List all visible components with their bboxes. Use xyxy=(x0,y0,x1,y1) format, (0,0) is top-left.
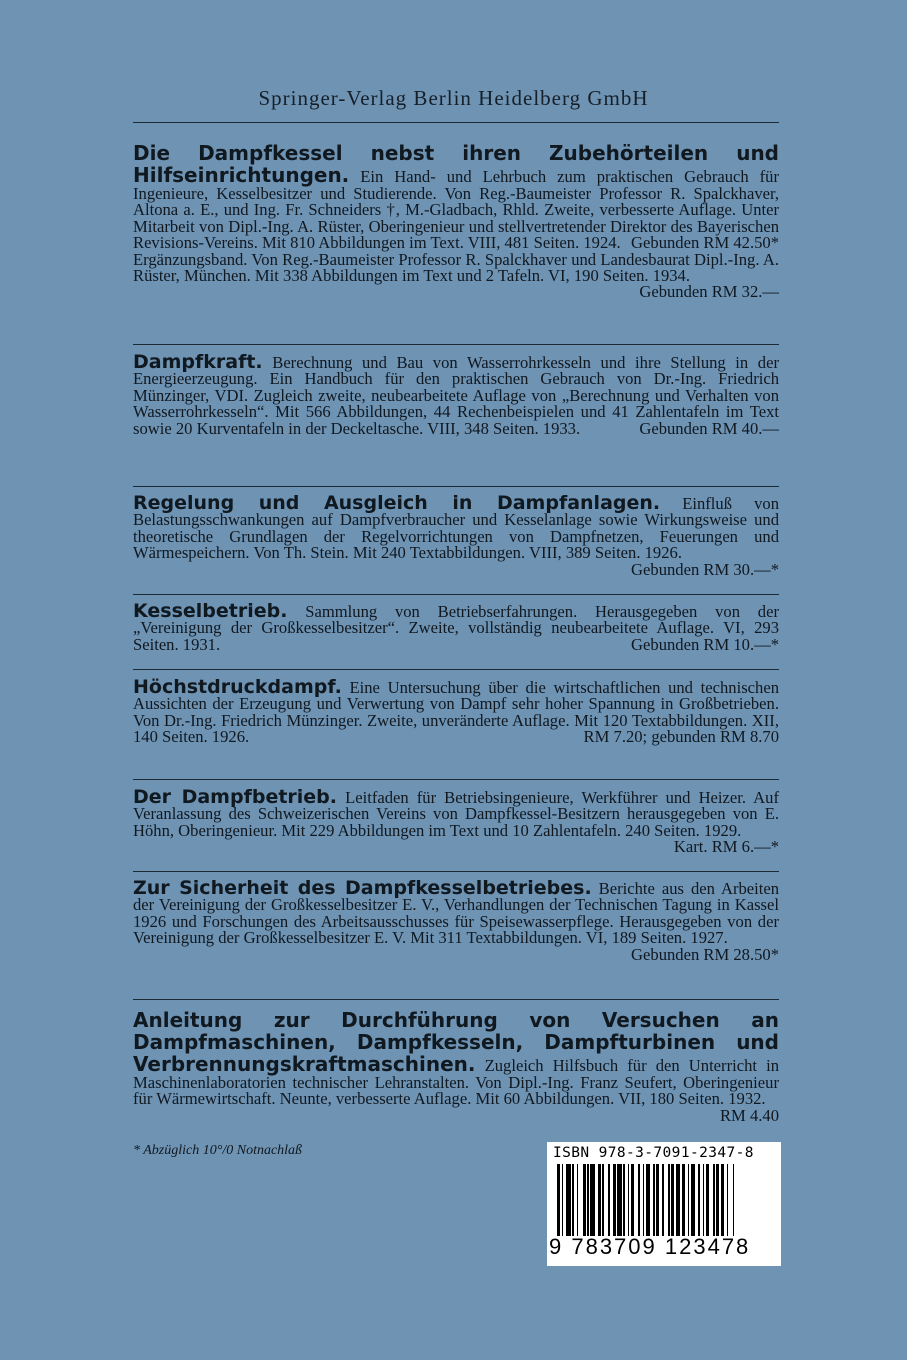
book-title: Regelung und Ausgleich in Dampfanlagen. xyxy=(133,492,661,514)
barcode-bar xyxy=(577,1164,579,1236)
book-entry-dampfbetrieb xyxy=(133,786,779,857)
barcode-bar xyxy=(631,1164,634,1236)
barcode-bar xyxy=(643,1164,645,1236)
book-entry-kesselbetrieb xyxy=(133,600,779,654)
barcode-bar xyxy=(698,1164,700,1236)
book-title: Die Dampfkessel nebst ihren Zubehörteilen und Hilfseinrichtungen. xyxy=(133,141,779,187)
book-description: Einfluß von Belastungsschwankungen auf Dampfverbraucher und Kesselanlage sowie Wirkungsweise und theoretische Grundlagen der Regelvorrichtungen von Dampfnetzen, Feuerungen und Wärmespeichern. Von Th. Stein. Mit 240 Textabbildungen. VIII, 389 Seiten. 1926. xyxy=(133,494,779,563)
barcode-bar xyxy=(583,1164,586,1236)
book-description: Sammlung von Betriebserfahrungen. Herausgegeben von der „Vereinigung der Großkesselbesitzer“. Zweite, vollständig neubearbeitete Auflage. VI, 293 Seiten. 1931. xyxy=(133,602,779,654)
barcode-bar xyxy=(613,1164,616,1236)
barcode-bar xyxy=(662,1164,664,1236)
barcode-bar xyxy=(721,1164,724,1236)
isbn-label: ISBN 978-3-7091-2347-8 xyxy=(553,1145,754,1161)
footnote: * Abzüglich 10°/0 Notnachlaß xyxy=(133,1143,303,1158)
divider xyxy=(133,871,779,872)
barcode-bar xyxy=(703,1164,705,1236)
book-description: Leitfaden für Betriebsingenieure, Werkführer und Heizer. Auf Veranlassung des Schweizerischen Vereins von Dampfkessel-Besitzern herausgegeben von E. Höhn, Oberingenieur. Mit 229 Abbildungen im Text und 10 Zahlentafeln. 240 Seiten. 1929. xyxy=(133,788,779,840)
book-entry-dampfkraft xyxy=(133,351,779,438)
barcode-bar xyxy=(602,1164,604,1236)
barcode-bar xyxy=(572,1164,574,1236)
barcode-bar xyxy=(668,1164,670,1236)
book-price: Gebunden RM 30.—* xyxy=(631,559,779,579)
barcode-bar xyxy=(713,1164,715,1236)
book-price: Gebunden RM 10.—* xyxy=(631,634,779,654)
book-title: Dampfkraft. xyxy=(133,351,263,373)
isbn-barcode-box xyxy=(547,1142,781,1266)
barcode-bar xyxy=(691,1164,696,1236)
book-entry-anleitung xyxy=(133,1009,779,1124)
book-title: Der Dampfbetrieb. xyxy=(133,786,337,808)
book-entry-hoechstdruckdampf xyxy=(133,676,779,747)
book-description: Berechnung und Bau von Wasserrohrkesseln und ihre Stellung in der Energieerzeugung. Ein Handbuch für den praktischen Gebrauch von Dr.-Ing. Friedrich Münzinger, VDI. Zugleich zweite, neubearbeitete Auflage von „Berechnung und Verhalten von Wasserrohrkesseln“. Mit 566 Abbildungen, 44 Rechenbeispielen und 41 Zahlentafeln im Text sowie 20 Kurventafeln in der Deckeltasche. VIII, 348 Seiten. 1933. xyxy=(133,353,779,438)
book-price: Gebunden RM 28.50* xyxy=(631,944,779,964)
barcode-bar xyxy=(566,1164,571,1236)
barcode-bar xyxy=(733,1164,735,1236)
book-price: Gebunden RM 32.— xyxy=(639,282,779,302)
divider xyxy=(133,779,779,780)
book-description: Zugleich Hilfsbuch für den Unterricht in Maschinenlaboratorien technischer Lehranstalten. Von Dipl.-Ing. Franz Seufert, Oberingenieur für Wärmewirtschaft. Neunte, verbesserte Auflage. Mit 60 Abbildungen. VII, 180 Seiten. 1932. xyxy=(133,1056,779,1109)
divider xyxy=(133,999,779,1000)
barcode-bar xyxy=(617,1164,622,1236)
book-title: Zur Sicherheit des Dampfkesselbetriebes. xyxy=(133,877,592,899)
barcode-bar xyxy=(598,1164,601,1236)
book-entry-regelung xyxy=(133,492,779,579)
book-title: Kesselbetrieb. xyxy=(133,600,288,622)
barcode-bar xyxy=(587,1164,589,1236)
barcode-bar xyxy=(638,1164,640,1236)
barcode-bar xyxy=(646,1164,651,1236)
barcode-bar xyxy=(682,1164,685,1236)
divider xyxy=(133,486,779,487)
divider xyxy=(133,344,779,345)
book-price: Kart. RM 6.—* xyxy=(673,837,779,857)
book-description: Eine Untersuchung über die wirtschaftlichen und technischen Aussichten der Erzeugung und Verwertung von Dampf sehr hoher Spannung in Großbetrieben. Von Dr.-Ing. Friedrich Münzinger. Zweite, unveränderte Auflage. Mit 120 Textabbildungen. XII, 140 Seiten. 1926. xyxy=(133,678,779,747)
barcode-bar xyxy=(716,1164,719,1236)
book-description: Ein Hand- und Lehrbuch zum praktischen Gebrauch für Ingenieure, Kesselbesitzer und Studierende. Von Reg.-Baumeister Professor R. Spalckhaver, Altona a. E., und Ing. Fr. Schneiders †, M.-Gladbach, Rhld. Zweite, verbesserte Auflage. Unter Mitarbeit von Dipl.-Ing. A. Rüster, Oberingenieur und stellvertretender Direktor des Bayerischen Revisions-Vereins. Mit 810 Abbildungen im Text. VIII, 481 Seiten. 1924. xyxy=(133,167,779,253)
book-price: RM 4.40 xyxy=(719,1105,779,1125)
book-title: Höchstdruckdampf. xyxy=(133,676,342,698)
barcode-bar xyxy=(671,1164,674,1236)
barcode-bar xyxy=(608,1164,610,1236)
divider xyxy=(133,669,779,670)
barcode-icon xyxy=(557,1164,773,1236)
barcode-bar xyxy=(676,1164,681,1236)
barcode-bar xyxy=(623,1164,625,1236)
ean-number: 9 783709 123478 xyxy=(549,1234,751,1259)
book-price: RM 7.20; gebunden RM 8.70 xyxy=(583,727,779,747)
barcode-bar xyxy=(656,1164,659,1236)
barcode-bar xyxy=(688,1164,690,1236)
book-price: Gebunden RM 40.— xyxy=(639,418,779,438)
barcode-bar xyxy=(653,1164,655,1236)
book-title: Anleitung zur Durchführung von Versuchen an Dampfmaschinen, Dampfkesseln, Dampfturbinen und Verbrennungskraftmaschinen. xyxy=(133,1008,779,1076)
publisher-name: Springer-Verlag Berlin Heidelberg GmbH xyxy=(258,86,649,110)
barcode-bar xyxy=(557,1164,560,1236)
book-entry-sicherheit xyxy=(133,877,780,964)
barcode-bar xyxy=(562,1164,564,1236)
header-rule xyxy=(133,122,779,123)
barcode-bar xyxy=(706,1164,709,1236)
barcode-bar xyxy=(628,1164,630,1236)
book-description: Ergänzungsband. Von Reg.-Baumeister Professor R. Spalckhaver und Landesbaurat Dipl.-Ing. A. Rüster, München. Mit 338 Abbildungen im Text und 2 Tafeln. VI, 190 Seiten. 1934. xyxy=(133,249,779,286)
book-description: Berichte aus den Arbeiten der Vereinigung der Großkesselbesitzer E. V., Verhandlungen der Technischen Tagung in Kassel 1926 und Forschungen des Arbeitsausschusses für Speisewasserpflege. Herausgegeben von der Vereinigung der Großkesselbesitzer E. V. Mit 311 Textabbildungen. VI, 189 Seiten. 1927. xyxy=(133,879,780,948)
barcode-bar xyxy=(727,1164,729,1236)
divider xyxy=(133,594,779,595)
book-price: Gebunden RM 42.50* xyxy=(631,233,779,253)
book-entry-dampfkessel xyxy=(133,142,779,301)
barcode-bar xyxy=(590,1164,595,1236)
